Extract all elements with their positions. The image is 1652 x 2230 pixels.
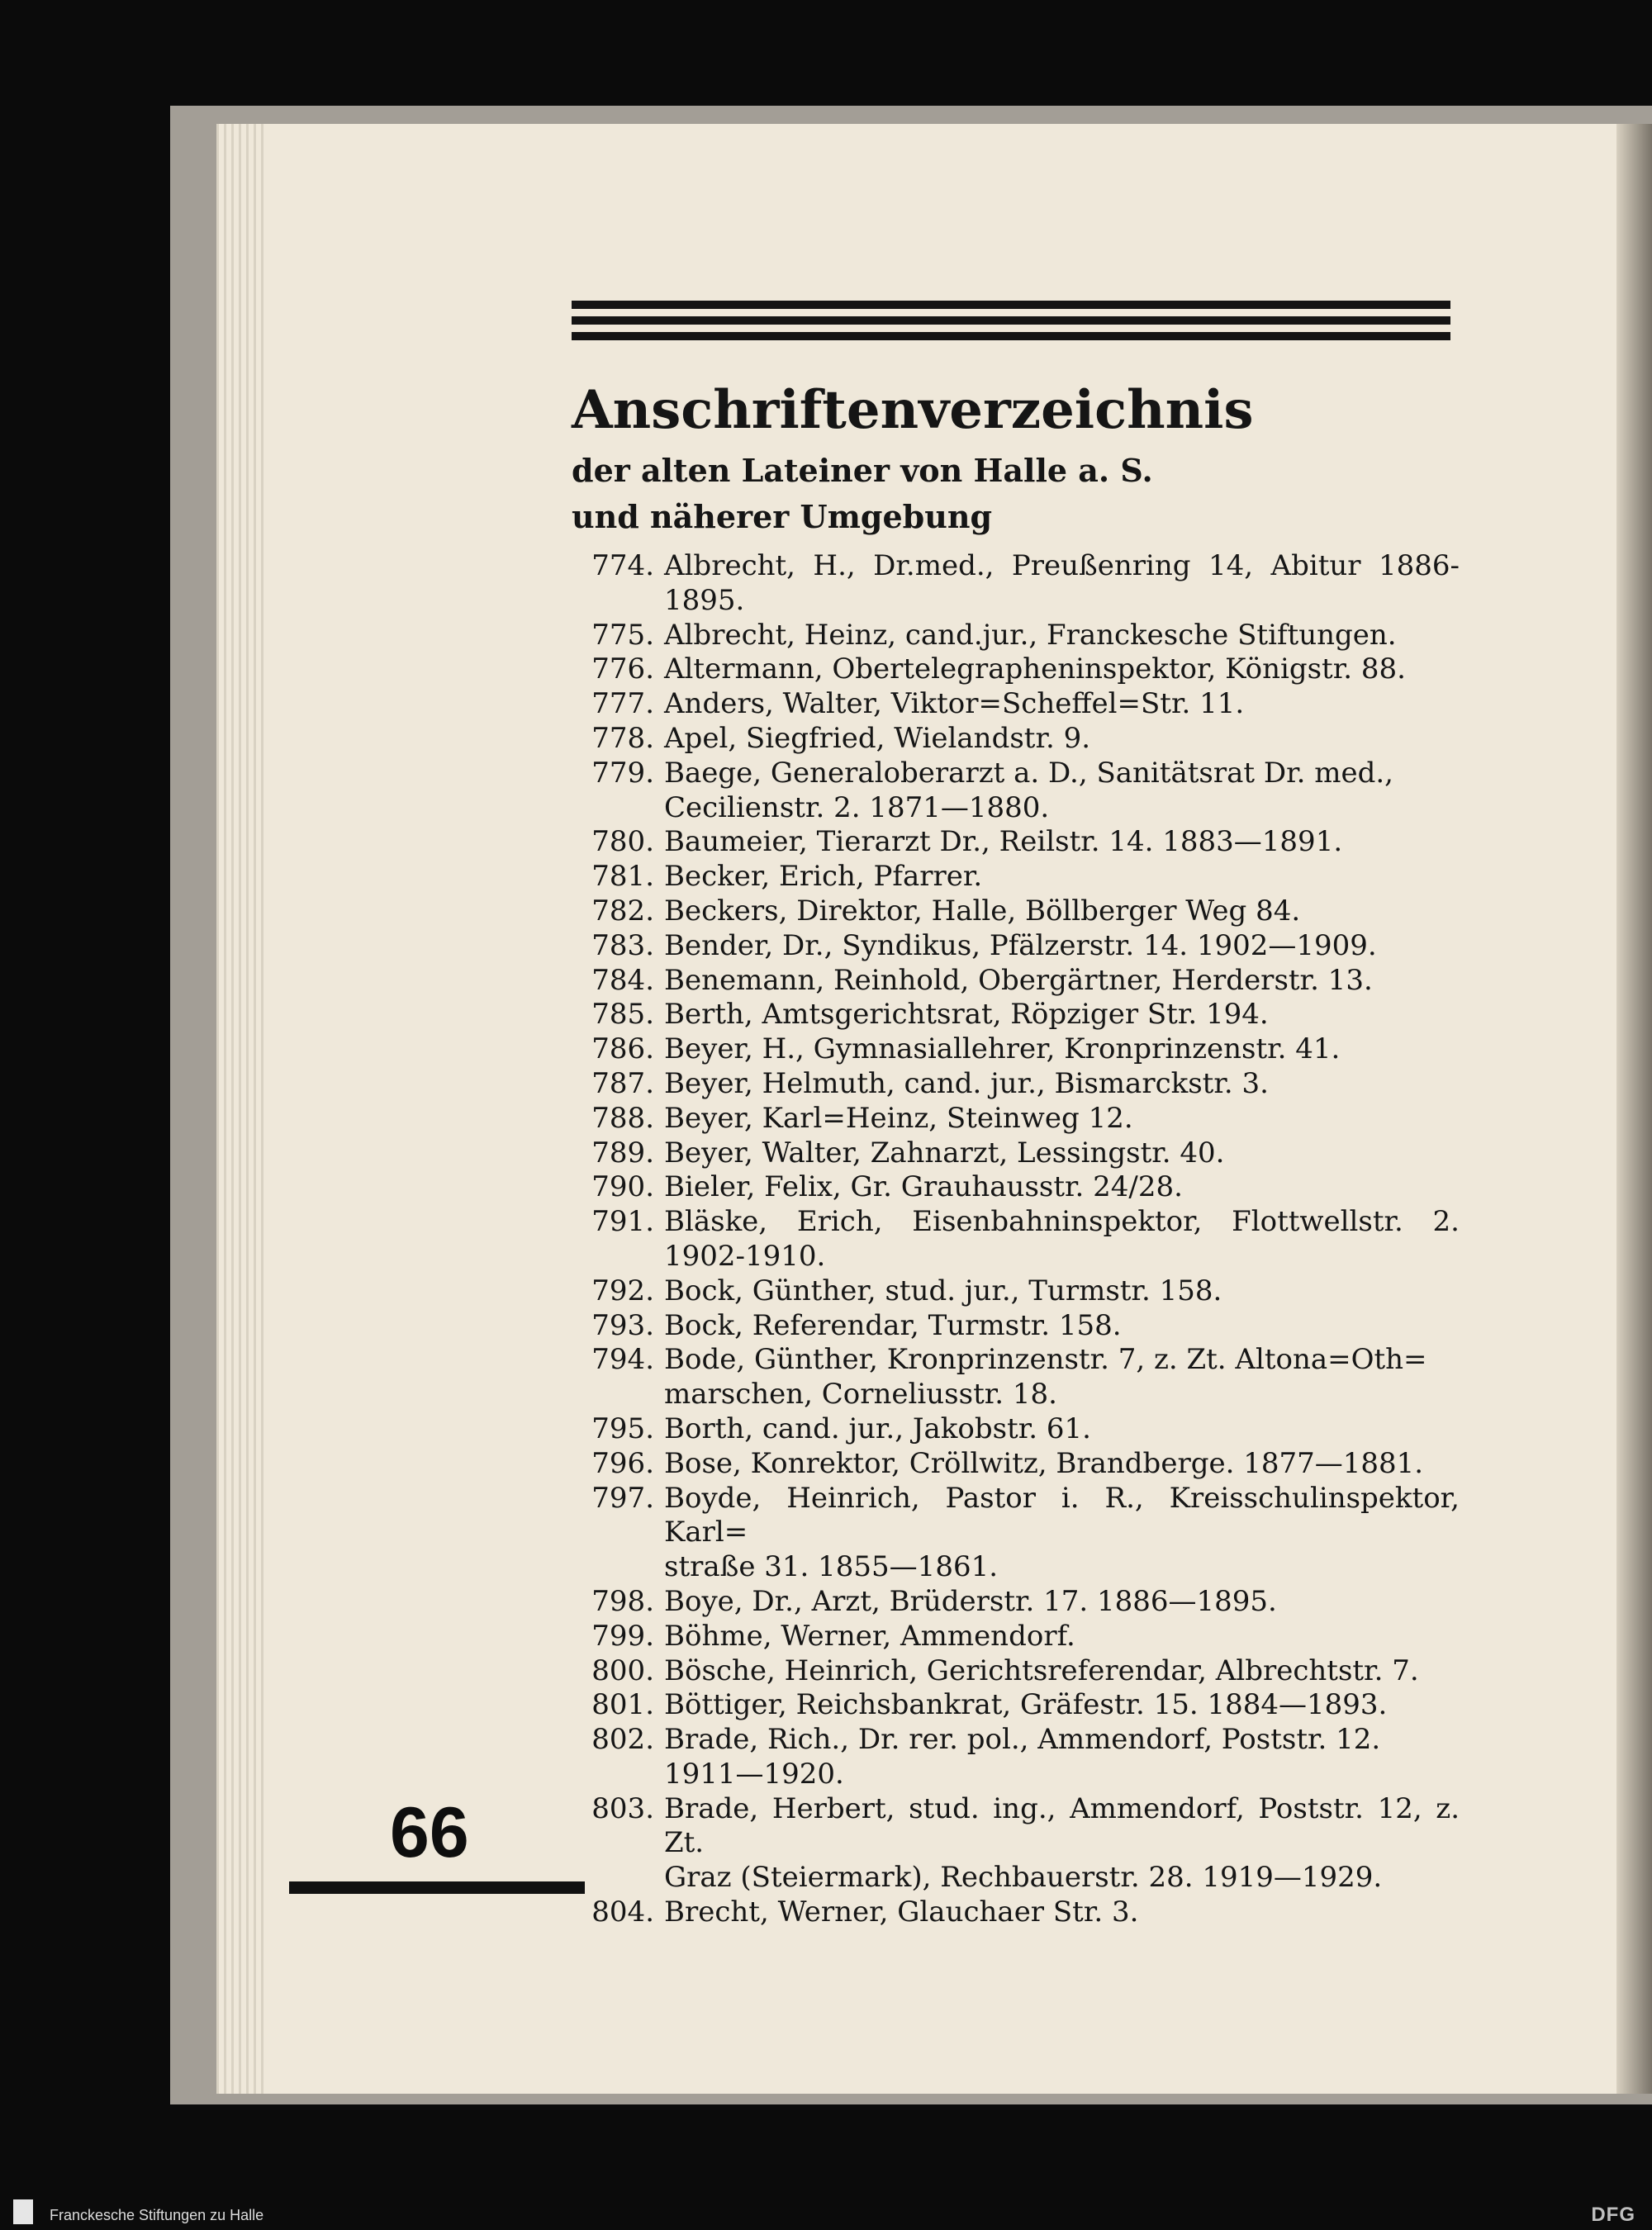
page-number: 66 bbox=[390, 1793, 469, 1872]
entry-text: marschen, Corneliusstr. 18. bbox=[664, 1378, 1057, 1412]
entry-number: 781. bbox=[591, 860, 654, 894]
dfg-badge: DFG bbox=[1591, 2204, 1635, 2226]
entry-number: 776. bbox=[591, 652, 654, 686]
address-list bbox=[572, 549, 1460, 1930]
entry-number: 779. bbox=[591, 756, 654, 790]
list-item bbox=[572, 1688, 1460, 1723]
list-item bbox=[572, 929, 1460, 964]
entry-number: 775. bbox=[591, 618, 654, 652]
entry-number: 804. bbox=[591, 1896, 654, 1929]
page-subtitle-line-1: der alten Lateiner von Halle a. S. bbox=[572, 452, 1153, 489]
page-subtitle-line-2: und näherer Umgebung bbox=[572, 498, 993, 535]
entry-text: Bock, Günther, stud. jur., Turmstr. 158. bbox=[664, 1274, 1222, 1307]
list-item bbox=[572, 1620, 1460, 1654]
entry-text: Boye, Dr., Arzt, Brüderstr. 17. 1886—1895. bbox=[664, 1584, 1277, 1618]
list-item bbox=[572, 964, 1460, 999]
entry-text: Beyer, H., Gymnasiallehrer, Kronprinzenstr. 41. bbox=[664, 1032, 1341, 1066]
entry-text: Becker, Erich, Pfarrer. bbox=[664, 860, 983, 894]
entry-number: 789. bbox=[591, 1136, 654, 1170]
list-item bbox=[572, 1067, 1460, 1102]
entry-number: 802. bbox=[591, 1723, 654, 1757]
entry-number: 801. bbox=[591, 1688, 654, 1722]
entry-text: Bösche, Heinrich, Gerichtsreferendar, Albrechtstr. 7. bbox=[664, 1654, 1419, 1687]
institution-logo-icon bbox=[13, 2199, 33, 2224]
list-item bbox=[572, 687, 1460, 722]
list-item bbox=[572, 998, 1460, 1032]
entry-text: Berth, Amtsgerichtsrat, Röpziger Str. 194. bbox=[664, 998, 1269, 1032]
entry-text: 1911—1920. bbox=[664, 1757, 844, 1791]
header-rules bbox=[572, 301, 1450, 348]
list-item bbox=[572, 825, 1460, 860]
list-item bbox=[572, 1412, 1460, 1447]
entry-text: Bock, Referendar, Turmstr. 158. bbox=[664, 1308, 1122, 1342]
entry-number: 777. bbox=[591, 687, 654, 721]
entry-number: 800. bbox=[591, 1654, 654, 1687]
list-item bbox=[572, 1343, 1460, 1378]
list-item bbox=[572, 1136, 1460, 1171]
rule-line bbox=[572, 301, 1450, 309]
page-number-bar bbox=[289, 1881, 585, 1894]
entry-number bbox=[572, 1378, 664, 1412]
entry-text: Brade, Herbert, stud. ing., Ammendorf, Poststr. 12, z. Zt. bbox=[664, 1791, 1460, 1860]
list-item bbox=[572, 1170, 1460, 1205]
list-item bbox=[572, 652, 1460, 687]
facing-page-edge bbox=[1616, 124, 1652, 2094]
entry-number: 783. bbox=[591, 928, 654, 962]
entry-text: Bender, Dr., Syndikus, Pfälzerstr. 14. 1902—1909. bbox=[664, 928, 1377, 962]
entry-number: 799. bbox=[591, 1619, 654, 1653]
list-item bbox=[572, 1792, 1460, 1862]
entry-number: 787. bbox=[591, 1066, 654, 1100]
entry-number: 794. bbox=[591, 1343, 654, 1377]
entry-number bbox=[572, 1550, 664, 1585]
list-item bbox=[572, 619, 1460, 653]
page-title: Anschriftenverzeichnis bbox=[572, 379, 1254, 441]
entry-number: 803. bbox=[591, 1791, 654, 1825]
entry-text: Baege, Generaloberarzt a. D., Sanitätsrat Dr. med., bbox=[664, 756, 1393, 790]
entry-number: 788. bbox=[591, 1101, 654, 1135]
entry-text: Albrecht, Heinz, cand.jur., Franckesche Stiftungen. bbox=[664, 618, 1397, 652]
entry-number: 785. bbox=[591, 998, 654, 1032]
entry-text: Cecilienstr. 2. 1871—1880. bbox=[664, 790, 1050, 824]
entry-number: 792. bbox=[591, 1274, 654, 1307]
list-item bbox=[572, 1654, 1460, 1689]
entry-number bbox=[572, 1758, 664, 1792]
entry-text: straße 31. 1855—1861. bbox=[664, 1550, 999, 1584]
entry-number: 782. bbox=[591, 894, 654, 928]
entry-text: Graz (Steiermark), Rechbauerstr. 28. 1919—1929. bbox=[664, 1861, 1383, 1895]
entry-text: Bode, Günther, Kronprinzenstr. 7, z. Zt. Altona=Oth= bbox=[664, 1343, 1427, 1377]
page-edges bbox=[216, 124, 266, 2094]
list-item bbox=[572, 1309, 1460, 1344]
entry-text: Baumeier, Tierarzt Dr., Reilstr. 14. 1883—1891. bbox=[664, 825, 1343, 859]
entry-text: Apel, Siegfried, Wielandstr. 9. bbox=[664, 721, 1091, 755]
entry-text: Brecht, Werner, Glauchaer Str. 3. bbox=[664, 1896, 1139, 1929]
entry-number: 774. bbox=[591, 549, 654, 582]
rule-line bbox=[572, 316, 1450, 325]
entry-text: Borth, cand. jur., Jakobstr. 61. bbox=[664, 1412, 1091, 1445]
list-item bbox=[572, 1585, 1460, 1620]
entry-text: Boyde, Heinrich, Pastor i. R., Kreisschulinspektor, Karl= bbox=[664, 1481, 1460, 1549]
list-item bbox=[572, 1378, 1460, 1412]
list-item bbox=[572, 549, 1460, 619]
entry-text: Beyer, Karl=Heinz, Steinweg 12. bbox=[664, 1101, 1133, 1135]
entry-number: 784. bbox=[591, 963, 654, 997]
list-item bbox=[572, 791, 1460, 826]
entry-text: Benemann, Reinhold, Obergärtner, Herderstr. 13. bbox=[664, 963, 1373, 997]
entry-text: Böhme, Werner, Ammendorf. bbox=[664, 1619, 1075, 1653]
list-item bbox=[572, 1447, 1460, 1482]
entry-number: 790. bbox=[591, 1170, 654, 1204]
list-item bbox=[572, 1482, 1460, 1551]
entry-number: 797. bbox=[591, 1481, 654, 1515]
list-item bbox=[572, 1102, 1460, 1136]
institution-name: Franckesche Stiftungen zu Halle bbox=[50, 2207, 264, 2223]
entry-text: Brade, Rich., Dr. rer. pol., Ammendorf, Poststr. 12. bbox=[664, 1723, 1381, 1757]
list-item bbox=[572, 894, 1460, 929]
entry-text: Beyer, Helmuth, cand. jur., Bismarckstr. 3. bbox=[664, 1066, 1269, 1100]
list-item bbox=[572, 722, 1460, 757]
entry-text: Bieler, Felix, Gr. Grauhausstr. 24/28. bbox=[664, 1170, 1183, 1204]
entry-number: 795. bbox=[591, 1412, 654, 1445]
entry-text: Altermann, Obertelegrapheninspektor, Königstr. 88. bbox=[664, 652, 1406, 686]
entry-number: 791. bbox=[591, 1205, 654, 1239]
entry-text: Bose, Konrektor, Cröllwitz, Brandberge. 1877—1881. bbox=[664, 1446, 1424, 1480]
entry-number: 780. bbox=[591, 825, 654, 859]
entry-number: 786. bbox=[591, 1032, 654, 1066]
list-item bbox=[572, 1205, 1460, 1274]
list-item bbox=[572, 860, 1460, 894]
entry-text: Anders, Walter, Viktor=Scheffel=Str. 11. bbox=[664, 687, 1245, 721]
entry-text: Bläske, Erich, Eisenbahninspektor, Flottwellstr. 2. 1902-1910. bbox=[664, 1205, 1460, 1273]
entry-text: Beckers, Direktor, Halle, Böllberger Weg 84. bbox=[664, 894, 1301, 928]
list-item bbox=[572, 1758, 1460, 1792]
list-item bbox=[572, 1274, 1460, 1309]
list-item bbox=[572, 1550, 1460, 1585]
entry-number: 796. bbox=[591, 1446, 654, 1480]
list-item bbox=[572, 1032, 1460, 1067]
list-item bbox=[572, 1723, 1460, 1758]
list-item bbox=[572, 1896, 1460, 1930]
entry-number: 798. bbox=[591, 1584, 654, 1618]
entry-number: 793. bbox=[591, 1308, 654, 1342]
entry-text: Böttiger, Reichsbankrat, Gräfestr. 15. 1884—1893. bbox=[664, 1688, 1388, 1722]
entry-number bbox=[572, 791, 664, 826]
rule-line bbox=[572, 332, 1450, 340]
entry-text: Beyer, Walter, Zahnarzt, Lessingstr. 40. bbox=[664, 1136, 1225, 1170]
entry-text: Albrecht, H., Dr.med., Preußenring 14, Abitur 1886-1895. bbox=[664, 549, 1460, 617]
list-item bbox=[572, 757, 1460, 791]
entry-number: 778. bbox=[591, 721, 654, 755]
entry-number bbox=[572, 1861, 664, 1896]
list-item bbox=[572, 1861, 1460, 1896]
